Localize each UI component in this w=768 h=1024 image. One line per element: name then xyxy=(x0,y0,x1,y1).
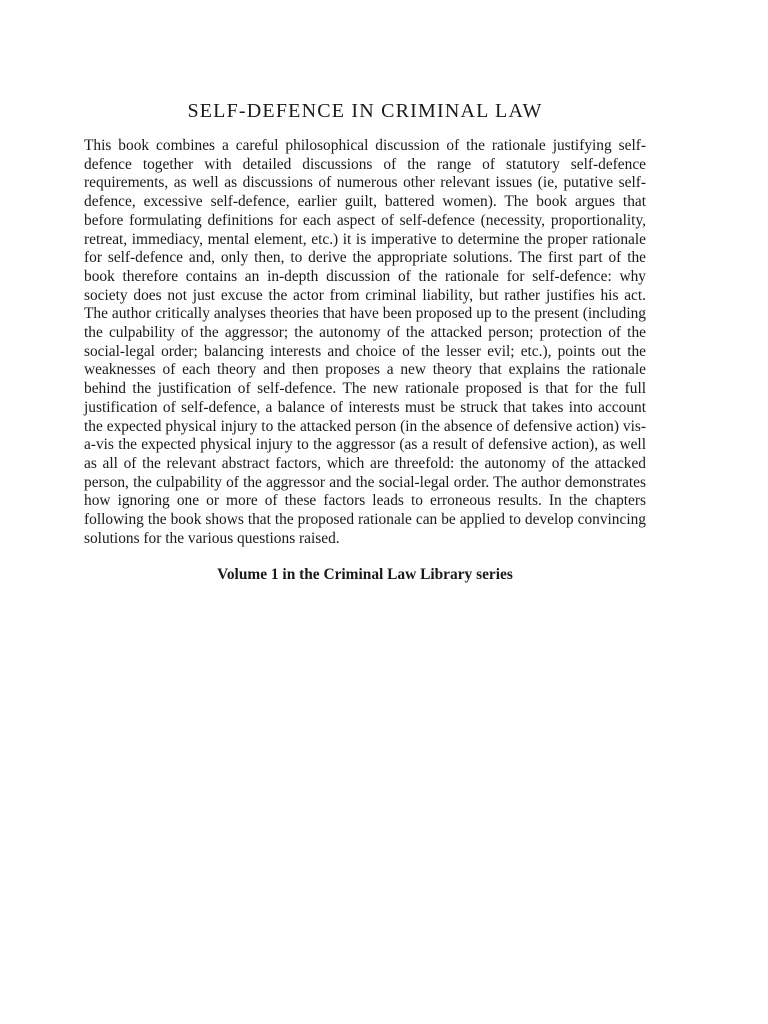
series-note: Volume 1 in the Criminal Law Library series xyxy=(217,566,513,584)
document-page xyxy=(84,100,646,584)
book-description: This book combines a careful philosophical discussion of the rationale justifying self-defence together with detailed discussions of the range of statutory self-defence requirements, as well as discussions of numerous other relevant issues (ie, putative self-defence, excessive self-defence, earlier guilt, battered women). The book argues that before formulating definitions for each aspect of self-defence (necessity, proportionality, retreat, immediacy, mental element, etc.) it is imperative to determine the proper rationale for self-defence and, only then, to derive the appropriate solutions. The first part of the book therefore contains an in-depth discussion of the rationale for self-defence: why society does not just excuse the actor from criminal liability, but rather justifies his act. The author critically analyses theories that have been proposed up to the present (including the culpability of the aggressor; the autonomy of the attacked person; protection of the social-legal order; balancing interests and choice of the lesser evil; etc.), points out the weaknesses of each theory and then proposes a new theory that explains the rationale behind the justification of self-defence. The new rationale proposed is that for the full justification of self-defence, a balance of interests must be struck that takes into account the expected physical injury to the attacked person (in the absence of defensive action) vis-a-vis the expected physical injury to the aggressor (as a result of defensive action), as well as all of the relevant abstract factors, which are threefold: the autonomy of the attacked person, the culpability of the aggressor and the social-legal order. The author demonstrates how ignoring one or more of these factors leads to erroneous results. In the chapters following the book shows that the proposed rationale can be applied to develop convincing solutions for the various questions raised. xyxy=(84,137,646,547)
page-title: SELF-DEFENCE IN CRIMINAL LAW xyxy=(187,100,543,122)
